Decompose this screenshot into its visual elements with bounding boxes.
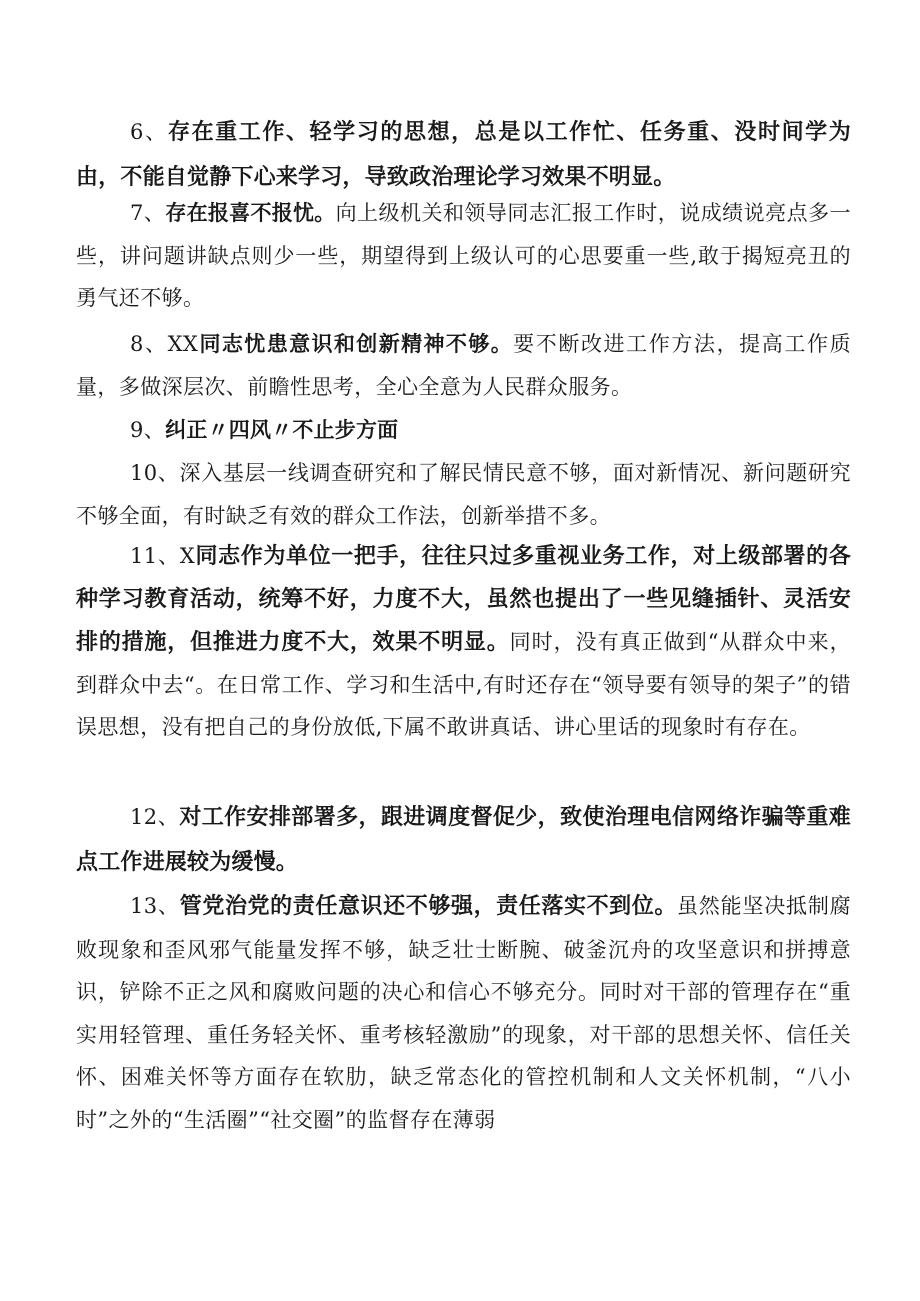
paragraph-6 bbox=[76, 110, 851, 200]
body-text: 同时，没有真正做到“从群众中来，到群众中去“。在日常工作、学习和生活中,有时还存在“领导要有领导的架子”的错误思想，没有把自己的身份放低,下属不敢讲真话、讲心里话的现象时有存在。 bbox=[76, 630, 851, 739]
body-text: 要不断改进工作方法，提高工作质量，多做深层次、前瞻性思考，全心全意为人民群众服务。 bbox=[76, 332, 851, 399]
item-number: 10、 bbox=[130, 461, 180, 485]
bold-heading: 管党治党的责任意识还不够强，责任落实不到位。 bbox=[179, 894, 677, 919]
item-number: 12、 bbox=[130, 805, 180, 829]
item-number: 11、X bbox=[130, 544, 196, 568]
paragraph-8 bbox=[76, 323, 851, 408]
bold-heading: 同志作为单位一把手，往往只过多重视业务工作，对上级部署的各种学习教育活动，统筹不好，力度不大，虽然也提出了一些见缝插针、灵活安排的措施，但推进力度不大，效果不明显。 bbox=[76, 544, 851, 655]
body-text: 深入基层一线调查研究和了解民情民意不够，面对新情况、新问题研究不够全面，有时缺乏有效的群众工作法，创新举措不多。 bbox=[76, 461, 851, 528]
paragraph-9 bbox=[76, 409, 851, 452]
paragraph-13 bbox=[76, 885, 851, 1141]
item-number: 8、XX bbox=[130, 332, 199, 356]
bold-heading: 同志忧患意识和创新精神不够。 bbox=[198, 332, 514, 356]
bold-heading: 存在重工作、轻学习的思想，总是以工作忙、任务重、没时间学为由，不能自觉静下心来学习，导致政治理论学习效果不明显。 bbox=[76, 120, 851, 190]
bold-heading: 纠正〃四风〃不止步方面 bbox=[165, 418, 399, 442]
paragraph-12 bbox=[76, 795, 851, 885]
paragraph-11 bbox=[76, 535, 851, 748]
body-text: 向上级机关和领导同志汇报工作时，说成绩说亮点多一些，讲问题讲缺点则少一些，期望得到上级认可的心思要重一些,敢于揭短亮丑的勇气还不够。 bbox=[76, 201, 851, 310]
item-number: 7、 bbox=[130, 201, 166, 225]
item-number: 13、 bbox=[130, 894, 180, 918]
body-text: 虽然能坚决抵制腐败现象和歪风邪气能量发挥不够，缺乏壮士断腕、破釜沉舟的攻坚意识和拼搏意识，铲除不正之风和腐败问题的决心和信心不够充分。同时对干部的管理存在“重实用轻管理、重任务轻关怀、重考核轻激励”的现象，对干部的思想关怀、信任关怀、困难关怀等方面存在软肋，缺乏常态化的管控机制和人文关怀机制，“八小时”之外的“生活圈”“社交圈”的监督存在薄弱 bbox=[76, 894, 852, 1132]
item-number: 6、 bbox=[130, 120, 168, 144]
item-number: 9、 bbox=[130, 418, 166, 442]
bold-heading: 存在报喜不报忧。 bbox=[165, 201, 336, 225]
bold-heading: 对工作安排部署多，跟进调度督促少，致使治理电信网络诈骗等重难点工作进展较为缓慢。 bbox=[76, 805, 852, 875]
paragraph-7 bbox=[76, 192, 851, 320]
paragraph-10 bbox=[76, 452, 851, 537]
